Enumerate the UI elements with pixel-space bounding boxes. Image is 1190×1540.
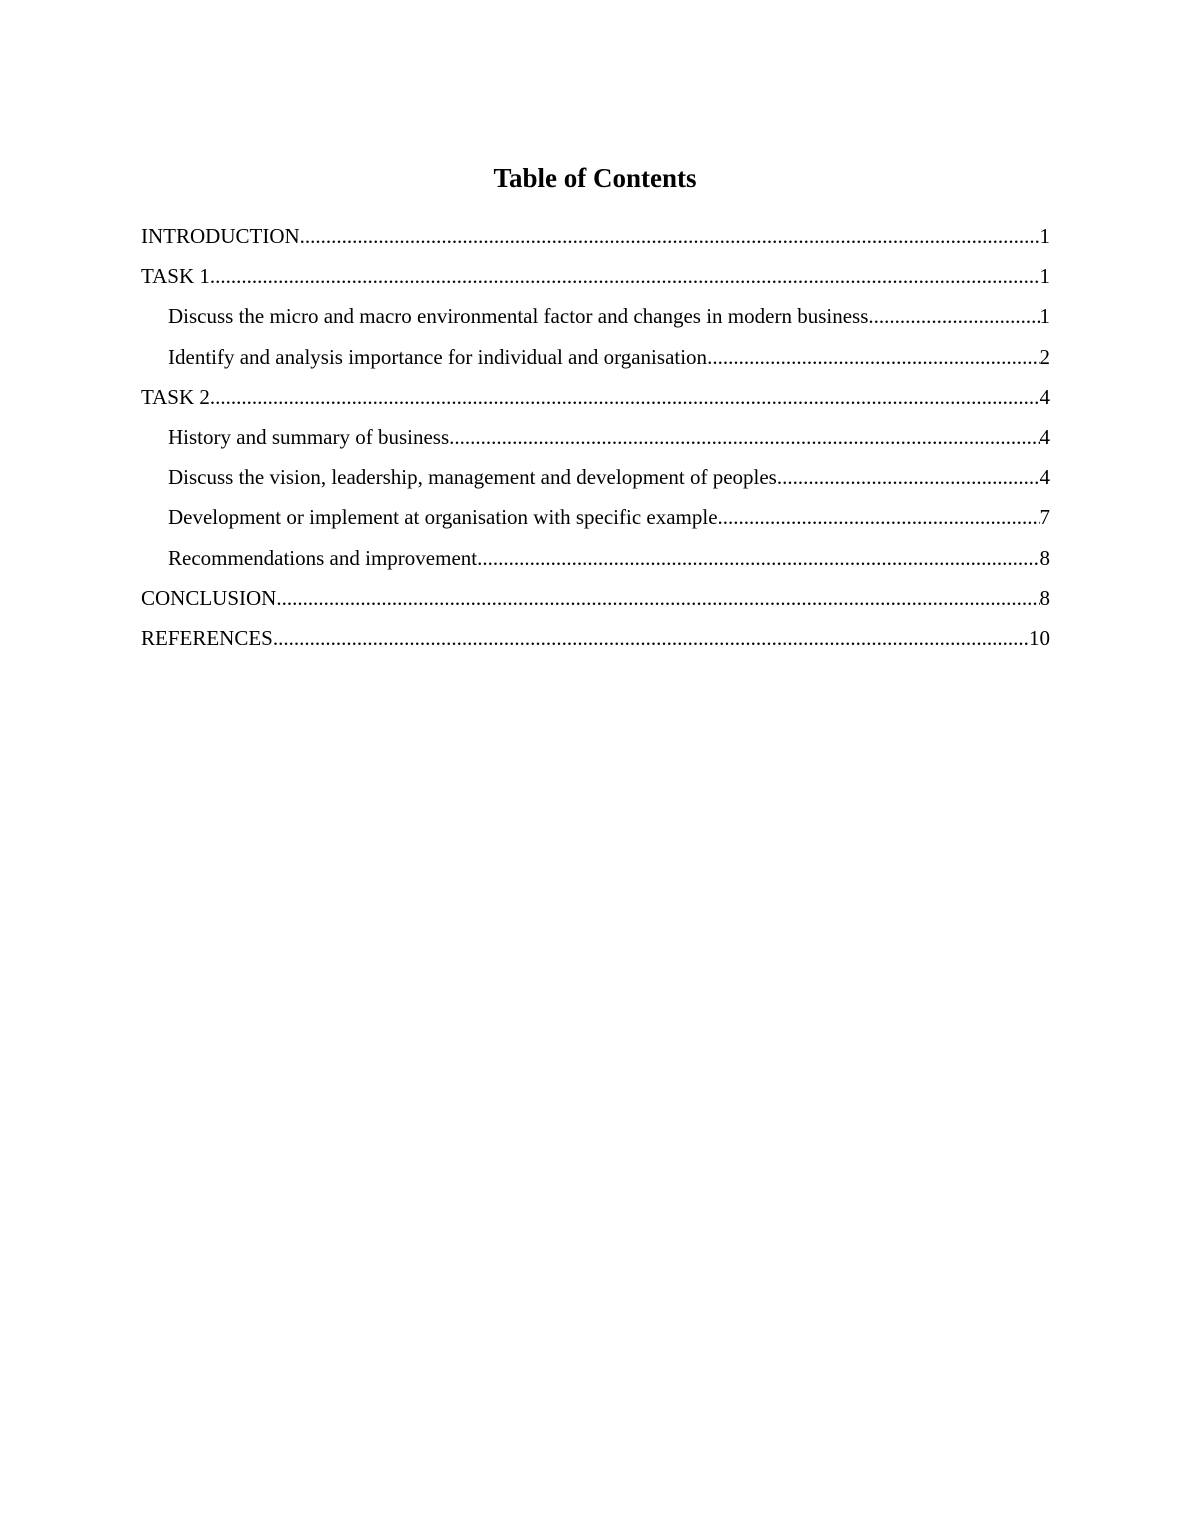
toc-page-number: 7 <box>1039 505 1050 530</box>
toc-entry-introduction[interactable] <box>141 220 1050 260</box>
toc-dot-leader <box>449 421 1039 453</box>
toc-dot-leader <box>300 220 1040 252</box>
toc-dot-leader <box>210 260 1040 292</box>
toc-entry-task-1[interactable] <box>141 260 1050 300</box>
toc-list <box>141 220 1050 662</box>
toc-dot-leader <box>777 461 1040 493</box>
toc-page-number: 8 <box>1039 585 1050 610</box>
toc-entry-vision-leadership[interactable] <box>141 461 1050 501</box>
toc-entry-conclusion[interactable] <box>141 582 1050 622</box>
toc-page-number: 10 <box>1029 625 1050 650</box>
toc-entry-text: CONCLUSION <box>141 585 277 610</box>
toc-entry-text: Identify and analysis importance for individual and organisation <box>168 344 708 369</box>
toc-page-number: 4 <box>1039 384 1050 409</box>
toc-dot-leader <box>276 582 1039 614</box>
toc-page-number: 1 <box>1039 264 1050 289</box>
toc-page-number: 8 <box>1039 545 1050 570</box>
toc-entry-text: Discuss the vision, leadership, management and development of peoples <box>168 465 777 490</box>
toc-entry-text: INTRODUCTION <box>141 224 300 248</box>
toc-entry-text: Development or implement at organisation with specific example <box>168 505 718 530</box>
toc-entry-micro-macro-factors[interactable] <box>141 300 1050 340</box>
toc-entry-task-2[interactable] <box>141 381 1050 421</box>
toc-dot-leader <box>718 501 1040 533</box>
toc-page-number: 4 <box>1039 465 1050 490</box>
toc-entry-text: TASK 1 <box>141 264 210 289</box>
toc-dot-leader <box>210 381 1040 413</box>
toc-dot-leader <box>707 341 1039 373</box>
toc-page-number: 1 <box>1039 224 1050 248</box>
toc-page-number: 1 <box>1039 304 1050 329</box>
toc-entry-text: Discuss the micro and macro environmental factor and changes in modern business <box>168 304 869 329</box>
toc-entry-text: Recommendations and improvement <box>168 545 478 570</box>
toc-page-number: 2 <box>1039 344 1050 369</box>
toc-entry-importance-analysis[interactable] <box>141 341 1050 381</box>
toc-entry-references[interactable] <box>141 622 1050 662</box>
toc-entry-recommendations[interactable] <box>141 542 1050 582</box>
toc-dot-leader <box>868 300 1039 332</box>
toc-page-number: 4 <box>1039 424 1050 449</box>
toc-title: Table of Contents <box>493 163 697 193</box>
toc-dot-leader <box>477 542 1039 574</box>
toc-entry-text: TASK 2 <box>141 384 210 409</box>
toc-entry-development-implement[interactable] <box>141 501 1050 541</box>
toc-entry-text: History and summary of business <box>168 424 450 449</box>
toc-dot-leader <box>273 622 1029 654</box>
toc-entry-history-summary[interactable] <box>141 421 1050 461</box>
toc-entry-text: REFERENCES <box>141 625 273 650</box>
